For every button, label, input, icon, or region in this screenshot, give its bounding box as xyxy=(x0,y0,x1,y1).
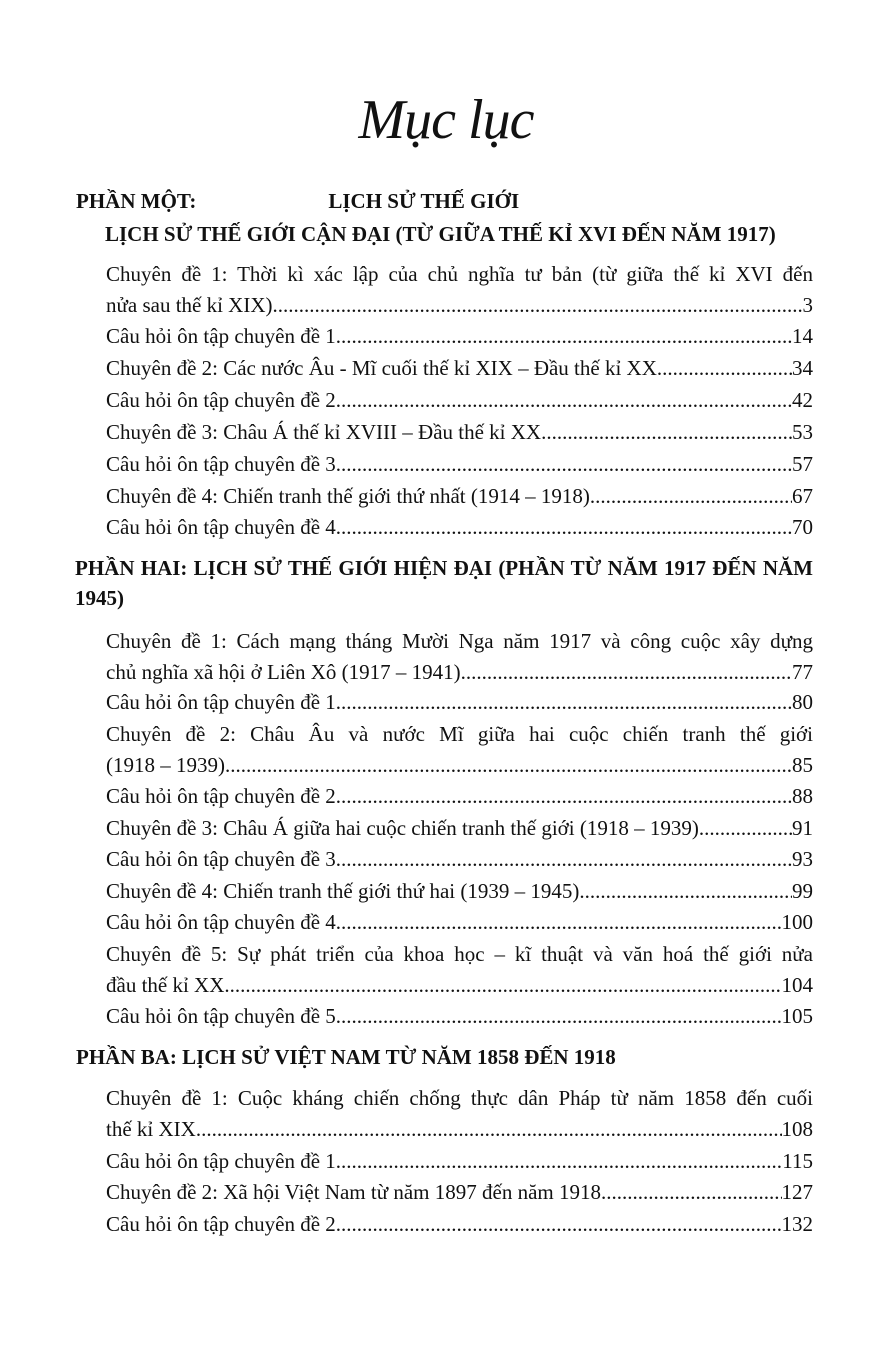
page-number: 57 xyxy=(792,452,813,476)
toc-entry[interactable]: Câu hỏi ôn tập chuyên đề 1 ..... 115 xyxy=(106,1146,813,1177)
page-number: 42 xyxy=(792,388,813,412)
page-number: 100 xyxy=(781,910,813,934)
page-number: 91 xyxy=(792,816,813,840)
page-number: 34 xyxy=(792,356,813,380)
part-one-name: LỊCH SỬ THẾ GIỚI xyxy=(328,189,520,213)
toc-entry[interactable]: Chuyên đề 2: Xã hội Việt Nam từ năm 1897 đến năm 1918 ..... 127 xyxy=(106,1177,813,1208)
toc-entry[interactable]: Câu hỏi ôn tập chuyên đề 1 ..... 80 xyxy=(106,687,813,718)
toc-entry[interactable]: Câu hỏi ôn tập chuyên đề 2 ..... 132 xyxy=(106,1209,813,1240)
toc-entry[interactable]: Câu hỏi ôn tập chuyên đề 3 ..... 93 xyxy=(106,844,813,875)
part-one-subtitle: LỊCH SỬ THẾ GIỚI CẬN ĐẠI (TỪ GIỮA THẾ KỈ XVI ĐẾN NĂM 1917) xyxy=(105,222,776,246)
toc-entry[interactable]: Chuyên đề 2: Các nước Âu - Mĩ cuối thế kỉ XIX – Đầu thế kỉ XX ..... 34 xyxy=(106,353,813,384)
toc-entry[interactable]: Chuyên đề 3: Châu Á giữa hai cuộc chiến tranh thế giới (1918 – 1939) ..... 91 xyxy=(106,813,813,844)
page-number: 3 xyxy=(802,293,813,317)
page-number: 93 xyxy=(792,847,813,871)
page-number: 14 xyxy=(792,324,813,348)
toc-entry[interactable]: Câu hỏi ôn tập chuyên đề 4 ..... 70 xyxy=(106,512,813,543)
part-three-heading: PHẦN BA: LỊCH SỬ VIỆT NAM TỪ NĂM 1858 ĐẾN 1918 xyxy=(76,1045,616,1069)
toc-entry[interactable]: Câu hỏi ôn tập chuyên đề 2 ..... 42 xyxy=(106,385,813,416)
toc-entry[interactable]: Chuyên đề 3: Châu Á thế kỉ XVIII – Đầu thế kỉ XX ..... 53 xyxy=(106,417,813,448)
part-one-label: PHẦN MỘT: xyxy=(76,189,197,213)
toc-entry[interactable]: Câu hỏi ôn tập chuyên đề 5 ..... 105 xyxy=(106,1001,813,1032)
page-number: 80 xyxy=(792,690,813,714)
toc-entry[interactable]: Chuyên đề 5: Sự phát triển của khoa học – kĩ thuật và văn hoá thế giới nửa đầu thế kỉ XX ..... 104 xyxy=(106,939,813,1001)
toc-entry[interactable]: Chuyên đề 1: Thời kì xác lập của chủ nghĩa tư bản (từ giữa thế kỉ XVI đến nửa sau thế kỉ XIX) ..... 3 xyxy=(106,259,813,321)
toc-entry[interactable]: Chuyên đề 4: Chiến tranh thế giới thứ hai (1939 – 1945) ..... 99 xyxy=(106,876,813,907)
page-number: 88 xyxy=(792,784,813,808)
page-number: 105 xyxy=(781,1004,813,1028)
page-number: 70 xyxy=(792,515,813,539)
toc-entry[interactable]: Chuyên đề 4: Chiến tranh thế giới thứ nhất (1914 – 1918) ..... 67 xyxy=(106,481,813,512)
page-number: 115 xyxy=(782,1149,813,1173)
toc-entry[interactable]: Câu hỏi ôn tập chuyên đề 2 ..... 88 xyxy=(106,781,813,812)
toc-entry[interactable]: Chuyên đề 2: Châu Âu và nước Mĩ giữa hai cuộc chiến tranh thế giới (1918 – 1939) ..... 85 xyxy=(106,719,813,781)
toc-entry[interactable]: Chuyên đề 1: Cách mạng tháng Mười Nga năm 1917 và công cuộc xây dựng chủ nghĩa xã hội ở Liên Xô (1917 – 1941) ..... 77 xyxy=(106,626,813,688)
page-number: 132 xyxy=(781,1212,813,1236)
page-number: 67 xyxy=(792,484,813,508)
toc-entry[interactable]: Chuyên đề 1: Cuộc kháng chiến chống thực dân Pháp từ năm 1858 đến cuối thế kỉ XIX ..... 108 xyxy=(106,1083,813,1145)
page-number: 127 xyxy=(781,1180,813,1204)
toc-entry[interactable]: Câu hỏi ôn tập chuyên đề 4 ..... 100 xyxy=(106,907,813,938)
part-two-heading: PHẦN HAI: LỊCH SỬ THẾ GIỚI HIỆN ĐẠI (PHẦN TỪ NĂM 1917 ĐẾN NĂM 1945) xyxy=(75,556,813,610)
page-number: 85 xyxy=(792,753,813,777)
page-number: 53 xyxy=(792,420,813,444)
toc-entry[interactable]: Câu hỏi ôn tập chuyên đề 1 ..... 14 xyxy=(106,321,813,352)
page-number: 104 xyxy=(781,973,813,997)
page-number: 77 xyxy=(792,660,813,684)
page-title: Mục lục xyxy=(358,89,534,151)
page-number: 99 xyxy=(792,879,813,903)
page-number: 108 xyxy=(781,1117,813,1141)
part-one-heading xyxy=(76,186,814,216)
toc-entry[interactable]: Câu hỏi ôn tập chuyên đề 3 ..... 57 xyxy=(106,449,813,480)
